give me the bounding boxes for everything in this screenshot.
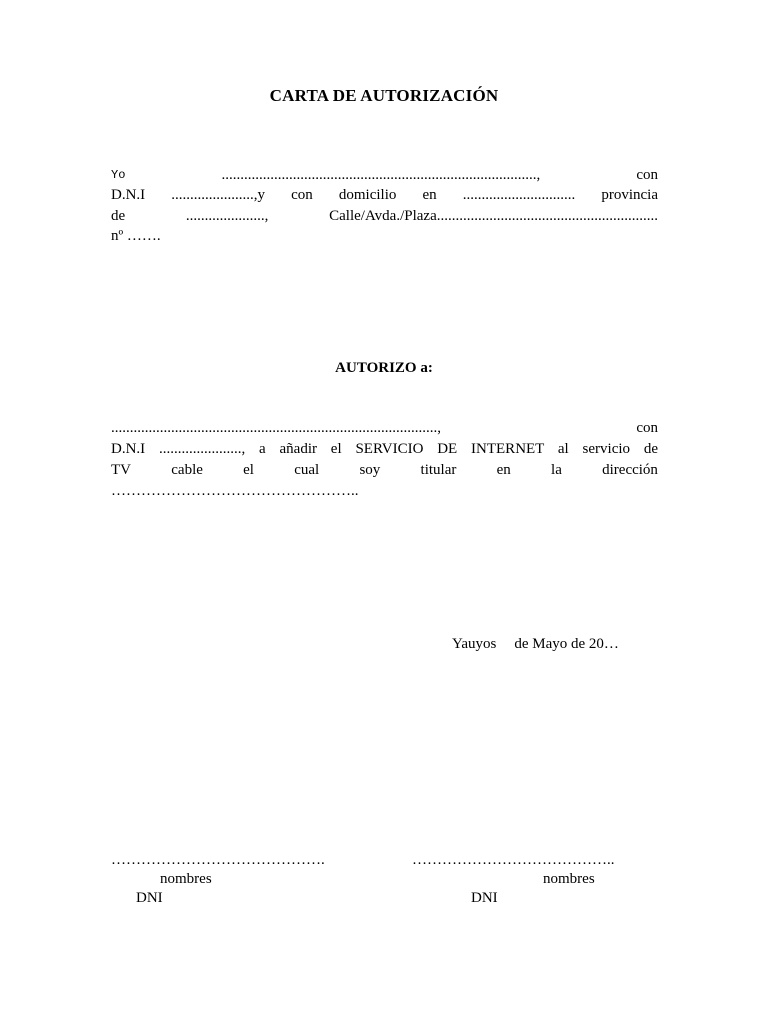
dni-label: D.N.I [111,187,146,203]
text-word: la [551,462,562,478]
text-word: cual [294,462,320,478]
province-blank: ....................., [185,208,269,224]
signature-line-left: ……………………………………. [111,852,325,868]
text-word: titular [420,462,457,478]
text-word: el [243,462,254,478]
paragraph1-line2 [111,185,658,205]
date-rest: de Mayo de 20… [514,636,619,652]
signature-dni-right: DNI [471,890,498,906]
text-word: en [496,462,511,478]
authorize-heading: AUTORIZO a: [335,360,433,376]
date-place: Yauyos [452,636,497,652]
con-word: con [636,420,658,436]
authorized-name-blank: ......................................................................................., [111,420,441,436]
paragraph1-line4: nº ……. [111,228,161,244]
text-word: cable [171,462,203,478]
text-word: domicilio [338,187,397,203]
text-word: TV [111,462,131,478]
signature-dni-left: DNI [136,890,163,906]
address-blank: .............................. [462,187,576,203]
name-blank: ...................................................................................., [221,167,541,183]
text-word: dirección [602,462,658,478]
paragraph2-line1 [111,418,658,438]
text-word: en [422,187,437,203]
signature-line-right: ………………………………….. [412,852,615,868]
document-title: CARTA DE AUTORIZACIÓN [269,86,499,105]
signature-name-right: nombres [543,871,595,887]
text-word: soy [359,462,381,478]
yo-word: Yo [111,168,126,182]
dni-blank: ......................,y [171,187,266,203]
address-blank-line: ………………………………………….. [111,483,359,499]
text-word: de [111,208,126,224]
date-line [452,636,619,653]
paragraph2-line3 [111,460,658,480]
text-word: con [291,187,313,203]
signature-name-left: nombres [160,871,212,887]
paragraph1-line3 [111,206,658,226]
con-word: con [636,167,658,183]
text-word: provincia [601,187,658,203]
paragraph2-line2: D.N.I ......................, a añadir el SERVICIO DE INTERNET al servicio de [111,441,658,457]
paragraph1-line1 [111,165,658,185]
street-blank: Calle/Avda./Plaza........................................................... [329,208,658,224]
